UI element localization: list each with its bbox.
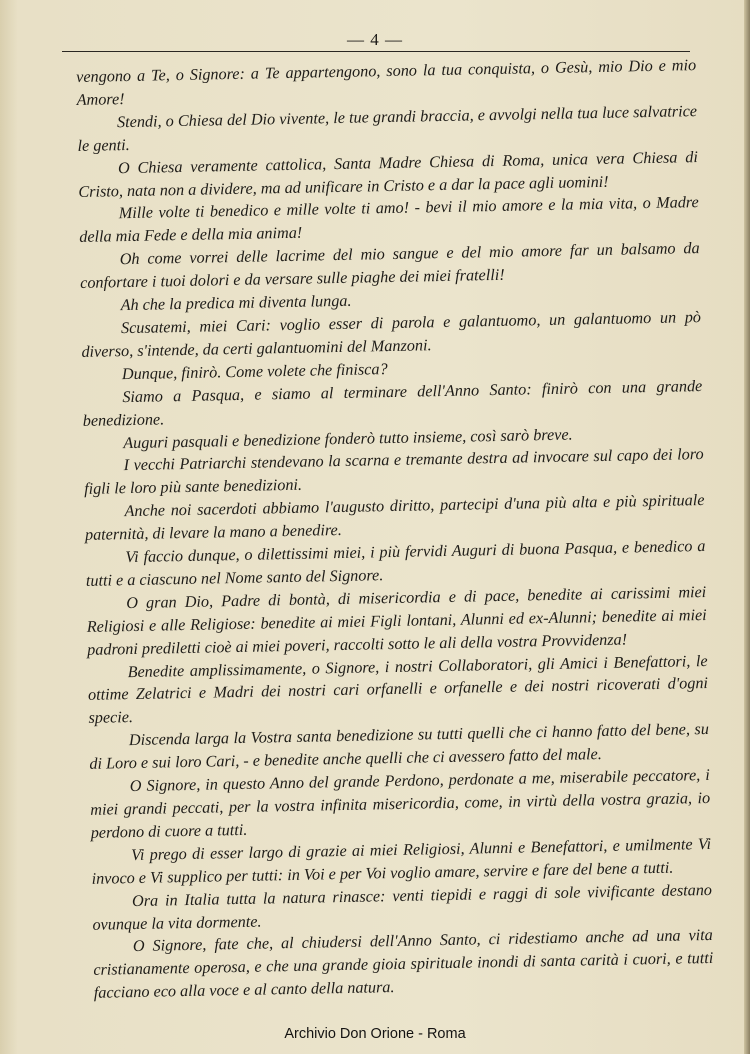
archive-footer: Archivio Don Orione - Roma — [284, 1026, 466, 1042]
paragraph: Ah che la predica mi diventa lunga. — [120, 291, 352, 315]
page-number: — 4 — — [347, 30, 403, 49]
paragraph: vengono a Te, o Signore: a Te appartengono, sono la tua conquista, o Gesù, mio Dio e mio Amore! — [76, 56, 697, 109]
paragraph: Vi faccio dunque, o dilettissimi miei, i più fervidi Auguri di buona Pasqua, e benedico a tutti e a ciascuno nel Nome santo del Signore. — [85, 537, 706, 590]
paragraph: Siamo a Pasqua, e siamo al terminare dell'Anno Santo: finirò con una grande benedizione. — [82, 376, 703, 430]
paragraph: O Chiesa veramente cattolica, Santa Madre Chiesa di Roma, unica vera Chiesa di Cristo, nata non a dividere, ma ad unificare in Cristo e a dar la pace agli uomini! — [78, 147, 699, 201]
paragraph: O gran Dio, Padre di bontà, di misericordia e di pace, benedite ai carissimi miei Religiosi e alle Religiose: benedite ai miei Figli lontani, Alunni ed ex-Alunni; benedite ai miei padroni prediletti cioè ai miei poveri, raccolti sotto le ali della vostra Provvidenza! — [86, 582, 707, 659]
page-edge — [744, 0, 750, 1054]
paragraph: Stendi, o Chiesa del Dio vivente, le tue grandi braccia, e avvolgi nella tua luce salvatrice le genti. — [77, 101, 698, 155]
letter-body — [76, 54, 714, 1005]
header-rule — [62, 51, 690, 52]
paragraph: Ora in Italia tutta la natura rinasce: venti tiepidi e raggi di sole vivificante destano ovunque la vita dormente. — [92, 880, 713, 934]
paragraph: Benedite amplissimamente, o Signore, i nostri Collaboratori, gli Amici i Benefattori, le ottime Zelatrici e Madri dei nostri cari orfanelli e orfanelle e dei nostri ricoverati d'ogni specie. — [87, 651, 709, 728]
paragraph: Vi prego di esser largo di grazie ai miei Religiosi, Alunni e Benefattori, e umilmente Vi invoco e Vi supplico per tutti: in Voi e per Voi voglio amare, servire e fare del bene a tutti. — [91, 834, 712, 888]
paragraph: Oh come vorrei delle lacrime del mio sangue e del mio amore far un balsamo da confortare i tuoi dolori e da versare sulle piaghe dei miei fratelli! — [79, 239, 700, 293]
paragraph: Anche noi sacerdoti abbiamo l'augusto diritto, partecipi d'una più alta e più spirituale paternità, di levare la mano a benedire. — [84, 491, 705, 545]
paragraph: Mille volte ti benedico e mille volte ti amo! - bevi il mio amore e la mia vita, o Madre della mia Fede e della mia anima! — [79, 193, 699, 247]
paragraph: O Signore, fate che, al chiudersi dell'Anno Santo, ci ridestiamo anche ad una vita cristianamente operosa, e che una grande gioia spirituale inondi di santa carità i cuori, e tutti facciano eco alla voce e al canto della natura. — [93, 926, 714, 1003]
paragraph: O Signore, in questo Anno del grande Perdono, perdonate a me, miserabile peccatore, i miei grandi peccati, per la vostra infinita misericordia, come, in virtù della vostra grazia, io perdono di cuore a tutti. — [90, 766, 711, 842]
paragraph: Discenda larga la Vostra santa benedizione su tutti quelli che ci hanno fatto del bene, su di Loro e sui loro Cari, - e benedite anche quelli che ci avessero fatto del male. — [89, 720, 710, 774]
paragraph: Scusatemi, miei Cari: voglio esser di parola e galantuomo, un galantuomo un pò diverso, s'intende, da certi galantuomini del Manzoni. — [81, 308, 702, 361]
paragraph: I vecchi Patriarchi stendevano la scarna e tremante destra ad invocare sul capo dei loro figli le loro più sante benedizioni. — [83, 445, 704, 499]
paragraph: Dunque, finirò. Come volete che finisca? — [121, 359, 388, 383]
paragraph: Auguri pasquali e benedizione fonderò tutto insieme, così sarò breve. — [123, 425, 573, 452]
